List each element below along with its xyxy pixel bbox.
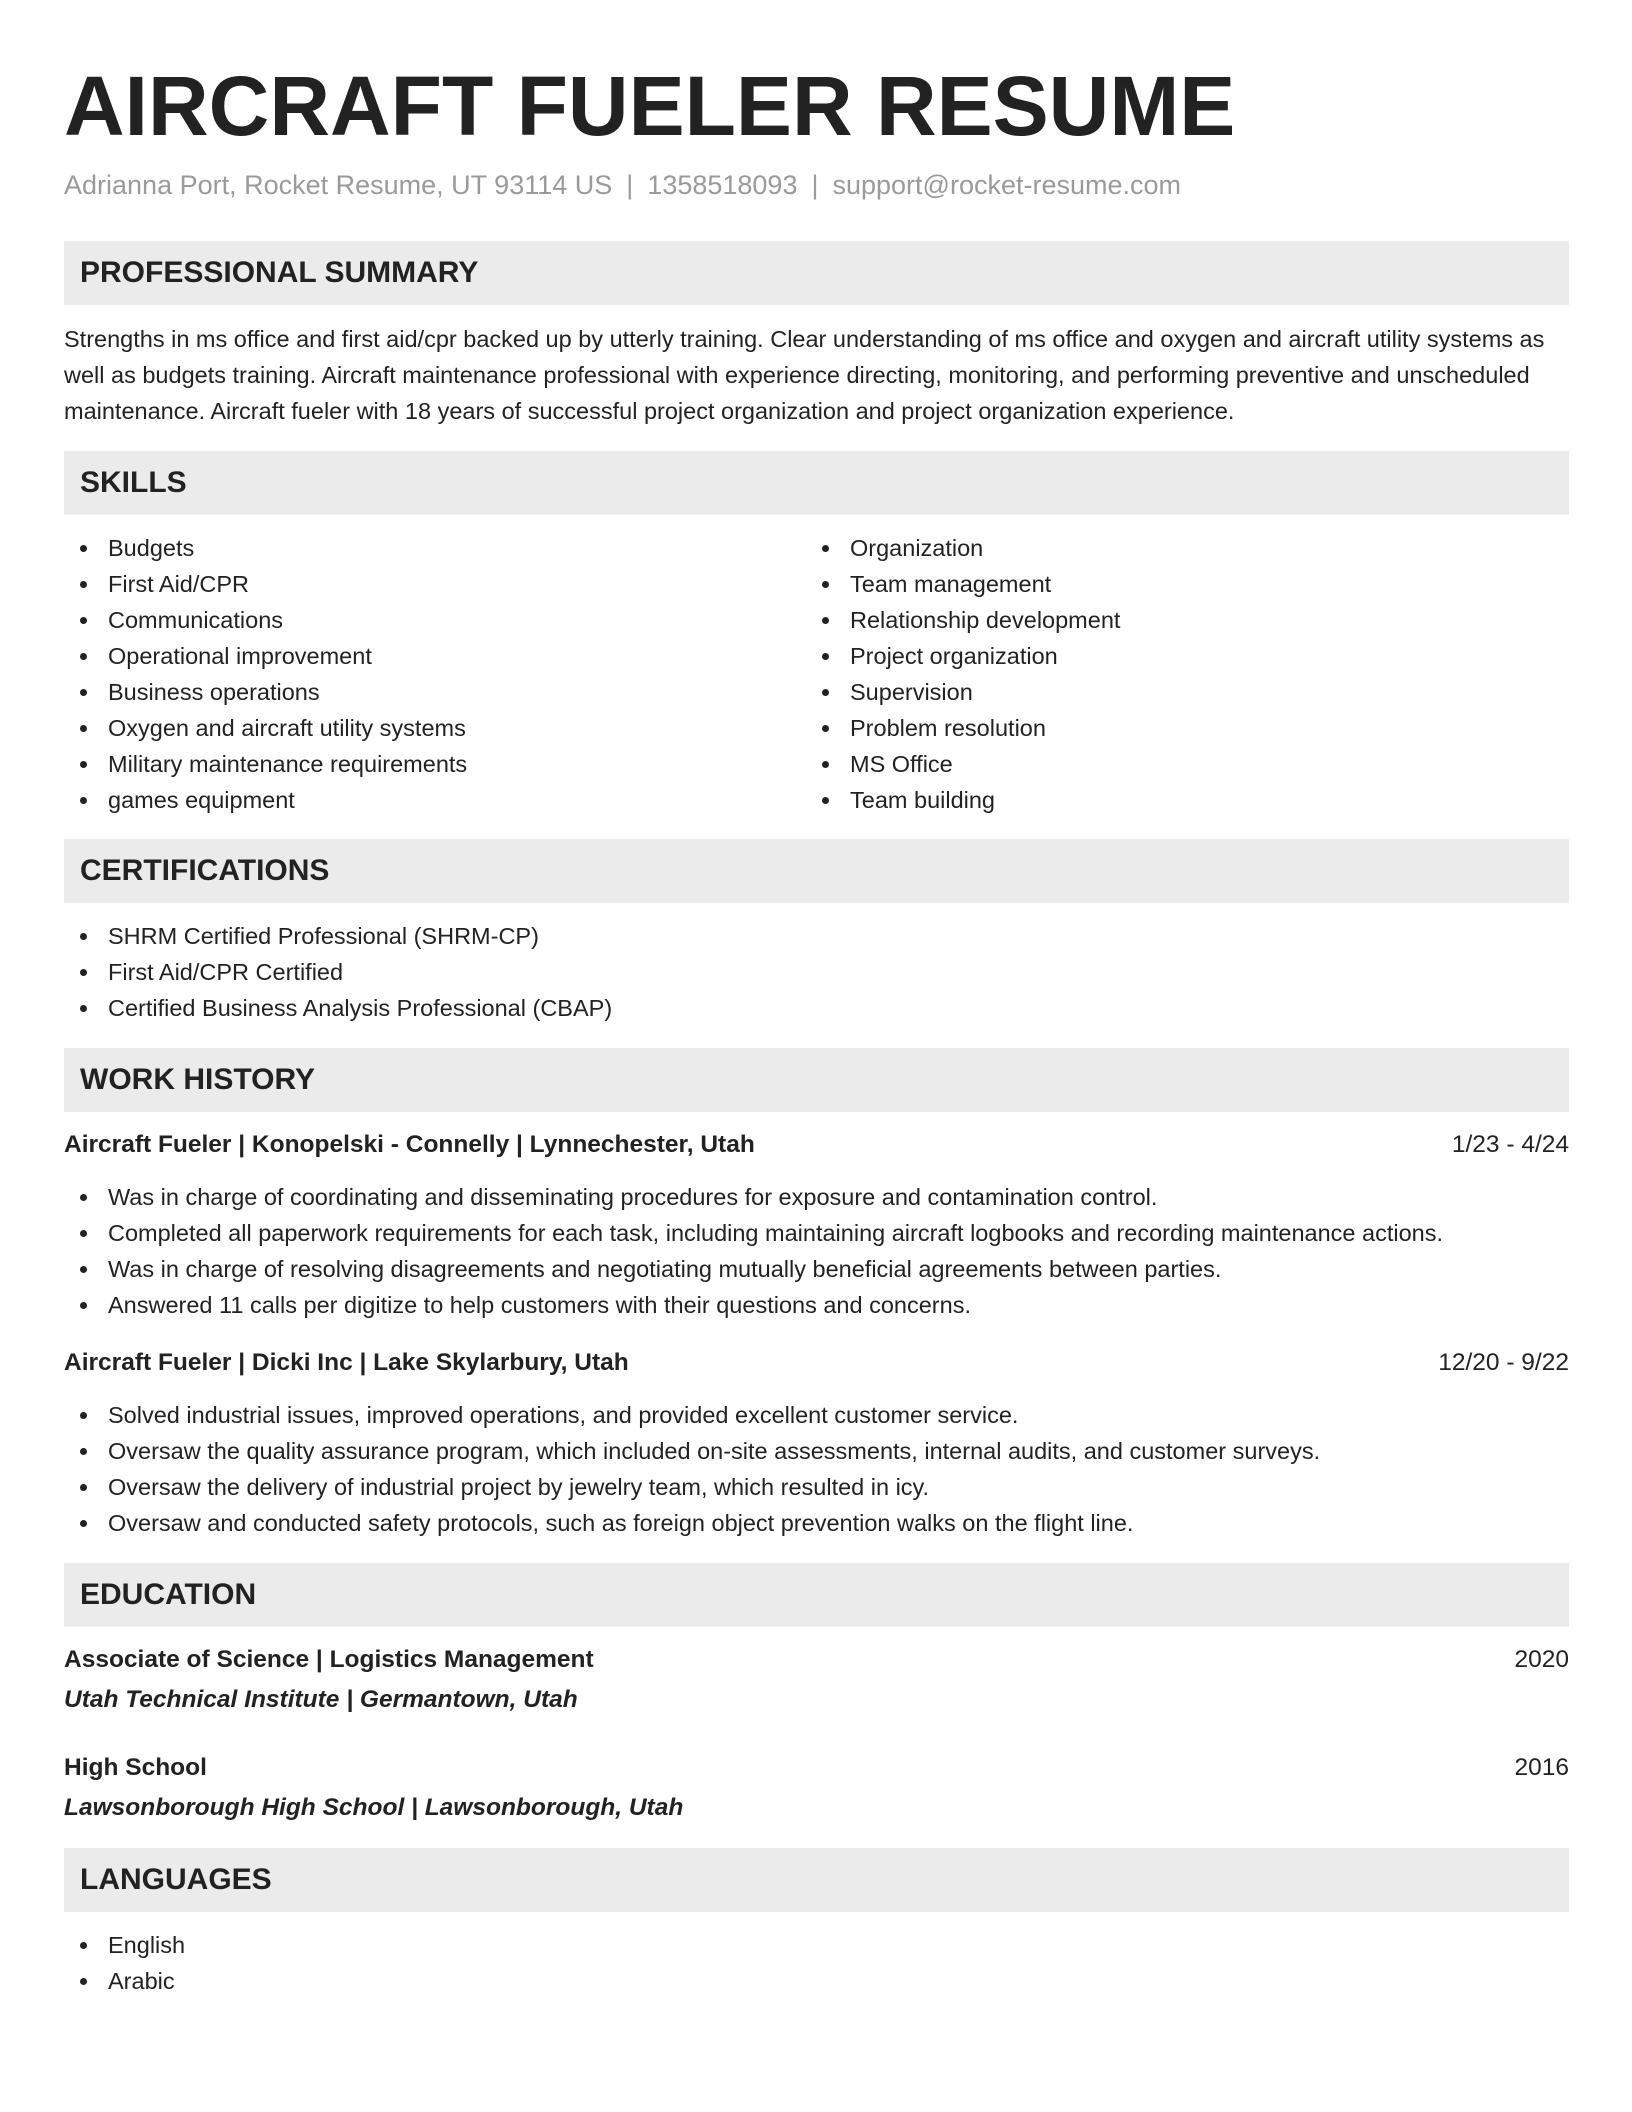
education-entry: [64, 1750, 1569, 1826]
certification-item: First Aid/CPR Certified: [64, 954, 1569, 990]
education-degree: High School: [64, 1754, 207, 1781]
education-school: Utah Technical Institute | Germantown, Utah: [64, 1686, 578, 1713]
language-item: English: [64, 1927, 1569, 1963]
skills-list-left: [64, 530, 806, 818]
resume-page: [64, 0, 1569, 1999]
certification-item: Certified Business Analysis Professional (CBAP): [64, 990, 1569, 1026]
skill-item: Project organization: [806, 638, 1548, 674]
job-bullets: [64, 1397, 1569, 1541]
certifications-list: [64, 918, 1569, 1026]
skill-item: Budgets: [64, 530, 806, 566]
education-header: [64, 1642, 1569, 1678]
job-entry: [64, 1127, 1569, 1323]
skill-item: MS Office: [806, 746, 1548, 782]
contact-separator: |: [811, 170, 819, 200]
skill-item: Operational improvement: [64, 638, 806, 674]
section-header-work-history: WORK HISTORY: [64, 1048, 1569, 1112]
job-bullet: Was in charge of resolving disagreements and negotiating mutually beneficial agreements between parties.: [64, 1251, 1569, 1287]
summary-text: Strengths in ms office and first aid/cpr backed up by utterly training. Clear understanding of ms office and oxygen and aircraft utility systems as well as budgets training. Aircraft maintenance professional with experience directing, monitoring, and performing preventive and unscheduled maintenance. Aircraft fueler with 18 years of successful project organization and project organization experience.: [64, 326, 1545, 424]
skills-list-right: [806, 530, 1548, 818]
job-dates: 1/23 - 4/24: [1451, 1131, 1569, 1158]
contact-line: [64, 168, 1569, 202]
job-entry: [64, 1345, 1569, 1541]
job-title: Aircraft Fueler | Dicki Inc | Lake Skylarbury, Utah: [64, 1349, 629, 1376]
skill-item: Communications: [64, 602, 806, 638]
education-entry: [64, 1642, 1569, 1718]
skill-item: First Aid/CPR: [64, 566, 806, 602]
job-bullet: Oversaw and conducted safety protocols, such as foreign object prevention walks on the flight line.: [64, 1505, 1569, 1541]
contact-email: support@rocket-resume.com: [832, 170, 1182, 200]
job-bullets: [64, 1179, 1569, 1323]
job-bullet: Completed all paperwork requirements for each task, including maintaining aircraft logbooks and recording maintenance actions.: [64, 1215, 1569, 1251]
skill-item: Team management: [806, 566, 1548, 602]
section-header-education: EDUCATION: [64, 1563, 1569, 1627]
contact-address: Adrianna Port, Rocket Resume, UT 93114 US: [64, 170, 613, 200]
skill-item: Oxygen and aircraft utility systems: [64, 710, 806, 746]
contact-separator: |: [626, 170, 634, 200]
skill-item: Relationship development: [806, 602, 1548, 638]
job-bullet: Oversaw the delivery of industrial project by jewelry team, which resulted in icy.: [64, 1469, 1569, 1505]
education-header: [64, 1750, 1569, 1786]
section-header-summary: PROFESSIONAL SUMMARY: [64, 241, 1569, 305]
skill-item: Military maintenance requirements: [64, 746, 806, 782]
skills-grid: [64, 530, 1569, 818]
skill-item: Business operations: [64, 674, 806, 710]
job-header: [64, 1345, 1569, 1381]
job-header: [64, 1127, 1569, 1163]
education-school: Lawsonborough High School | Lawsonborough, Utah: [64, 1794, 684, 1821]
education-year: 2016: [1514, 1754, 1569, 1781]
job-bullet: Was in charge of coordinating and disseminating procedures for exposure and contamination control.: [64, 1179, 1569, 1215]
contact-phone: 1358518093: [647, 170, 798, 200]
skill-item: Problem resolution: [806, 710, 1548, 746]
section-header-certifications: CERTIFICATIONS: [64, 839, 1569, 903]
education-year: 2020: [1514, 1646, 1569, 1673]
skill-item: Supervision: [806, 674, 1548, 710]
language-item: Arabic: [64, 1963, 1569, 1999]
job-bullet: Answered 11 calls per digitize to help customers with their questions and concerns.: [64, 1287, 1569, 1323]
skill-item: Organization: [806, 530, 1548, 566]
job-title: Aircraft Fueler | Konopelski - Connelly | Lynnechester, Utah: [64, 1131, 755, 1158]
job-bullet: Solved industrial issues, improved operations, and provided excellent customer service.: [64, 1397, 1569, 1433]
skill-item: Team building: [806, 782, 1548, 818]
section-header-skills: SKILLS: [64, 451, 1569, 515]
languages-list: [64, 1927, 1569, 1999]
skill-item: games equipment: [64, 782, 806, 818]
section-header-languages: LANGUAGES: [64, 1848, 1569, 1912]
certification-item: SHRM Certified Professional (SHRM-CP): [64, 918, 1569, 954]
job-dates: 12/20 - 9/22: [1438, 1349, 1569, 1376]
education-degree: Associate of Science | Logistics Management: [64, 1646, 594, 1673]
job-bullet: Oversaw the quality assurance program, which included on-site assessments, internal audits, and customer surveys.: [64, 1433, 1569, 1469]
resume-title: AIRCRAFT FUELER RESUME: [64, 59, 1236, 153]
